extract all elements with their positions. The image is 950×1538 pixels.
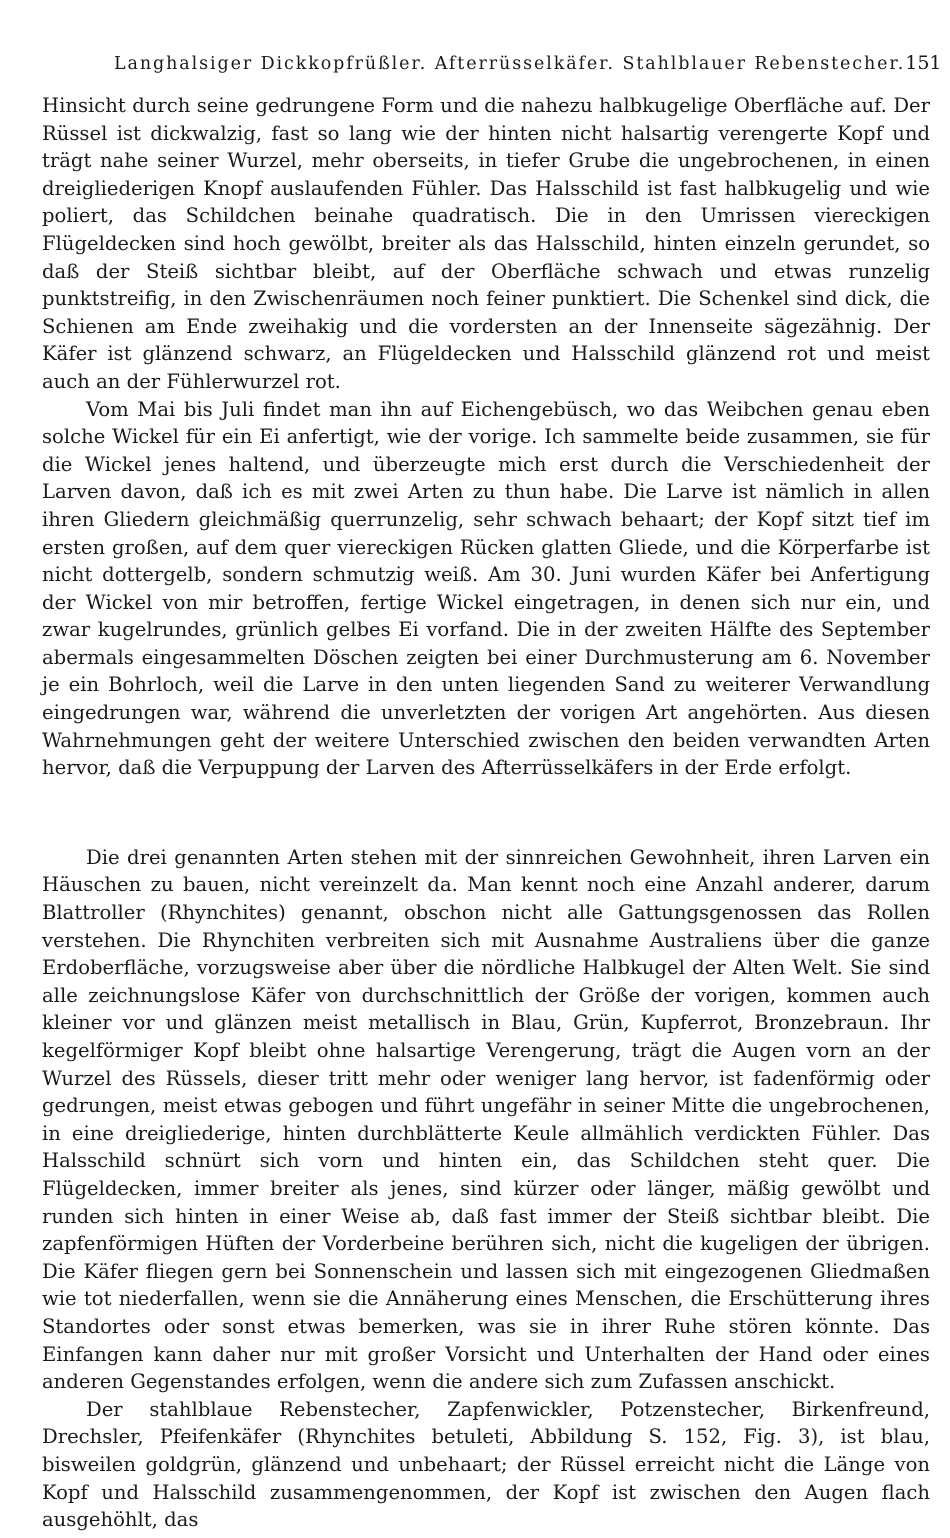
running-title: Langhalsiger Dickkopfrüßler. Afterrüsselkäfer. Stahlblauer Rebenstecher. bbox=[114, 54, 906, 74]
body-text bbox=[42, 92, 930, 1534]
paragraph: Hinsicht durch seine gedrungene Form und die nahezu halbkugelige Oberfläche auf. Der Rüssel ist dickwalzig, fast so lang wie der hinten nicht halsartig verengerte Kopf und trägt nahe seiner Wurzel, mehr oberseits, in tiefer Grube die ungebrochenen, in einen dreigliederigen Knopf auslaufenden Fühler. Das Halsschild ist fast halbkugelig und wie poliert, das Schildchen beinahe quadratisch. Die in den Umrissen viereckigen Flügeldecken sind hoch gewölbt, breiter als das Halsschild, hinten einzeln gerundet, so daß der Steiß sichtbar bleibt, auf der Oberfläche schwach und etwas runzelig punktstreifig, in den Zwischenräumen noch feiner punktiert. Die Schenkel sind dick, die Schienen am Ende zweihakig und die vordersten an der Innenseite sägezähnig. Der Käfer ist glänzend schwarz, an Flügeldecken und Halsschild glänzend rot und meist auch an der Fühlerwurzel rot. bbox=[42, 94, 930, 393]
page-header bbox=[42, 52, 942, 92]
page-number: 151 bbox=[905, 52, 942, 74]
paragraph: Der stahlblaue Rebenstecher, Zapfenwickler, Potzenstecher, Birkenfreund, Drechsler, Pfeifenkäfer (Rhynchites betuleti, Abbildung S. 152, Fig. 3), ist blau, bisweilen goldgrün, glänzend und unbehaart; der Rüssel erreicht nicht die Länge von Kopf und Halsschild zusammengenommen, der Kopf ist zwischen den Augen flach ausgehöhlt, das bbox=[42, 1397, 930, 1532]
section-break bbox=[42, 782, 930, 844]
paragraph: Die drei genannten Arten stehen mit der sinnreichen Gewohnheit, ihren Larven ein Häuschen zu bauen, nicht vereinzelt da. Man kennt noch eine Anzahl anderer, darum Blattroller (Rhynchites) genannt, obschon nicht alle Gattungsgenossen das Rollen verstehen. Die Rhynchiten verbreiten sich mit Ausnahme Australiens über die ganze Erdoberfläche, vorzugsweise aber über die nördliche Halbkugel der Alten Welt. Sie sind alle zeichnungslose Käfer von durchschnittlich der Größe der vorigen, kommen auch kleiner vor und glänzen meist metallisch in Blau, Grün, Kupferrot, Bronzebraun. Ihr kegelförmiger Kopf bleibt ohne halsartige Verengerung, trägt die Augen vorn an der Wurzel des Rüssels, dieser tritt mehr oder weniger lang hervor, ist fadenförmig oder gedrungen, meist etwas gebogen und führt ungefähr in seiner Mitte die ungebrochenen, in eine dreigliederige, hinten durchblätterte Keule allmählich verdickten Fühler. Das Halsschild schnürt sich vorn und hinten ein, das Schildchen steht quer. Die Flügeldecken, immer breiter als jenes, sind kürzer oder länger, mäßig gewölbt und runden sich hinten in einer Weise ab, daß fast immer der Steiß sichtbar bleibt. Die zapfenförmigen Hüften der Vorderbeine berühren sich, nicht die kugeligen der übrigen. Die Käfer fliegen gern bei Sonnenschein und lassen sich mit eingezogenen Gliedmaßen wie tot niederfallen, wenn sie die Annäherung eines Menschen, die Erschütterung ihres Standortes oder sonst etwas bemerken, was sie in ihrer Ruhe stören könnte. Das Einfangen kann daher nur mit großer Vorsicht und Unterhalten der Hand oder eines anderen Gegenstandes erfolgen, wenn die andere sich zum Zufassen anschickt. bbox=[42, 845, 930, 1394]
paragraph: Vom Mai bis Juli findet man ihn auf Eichengebüsch, wo das Weibchen genau eben solche Wickel für ein Ei anfertigt, wie der vorige. Ich sammelte beide zusammen, sie für die Wickel jenes haltend, und überzeugte mich erst durch die Verschiedenheit der Larven davon, daß ich es mit zwei Arten zu thun habe. Die Larve ist nämlich in allen ihren Gliedern gleichmäßig querrunzelig, sehr schwach behaart; der Kopf sitzt tief im ersten großen, auf dem quer viereckigen Rücken glatten Gliede, und die Körperfarbe ist nicht dottergelb, sondern schmutzig weiß. Am 30. Juni wurden Käfer bei Anfertigung der Wickel von mir betroffen, fertige Wickel eingetragen, in denen sich nur ein, und zwar kugelrundes, grünlich gelbes Ei vorfand. Die in der zweiten Hälfte des September abermals eingesammelten Döschen zeigten bei einer Durchmusterung am 6. November je ein Bohrloch, weil die Larve in den unten liegenden Sand zu weiterer Verwandlung eingedrungen war, während die unverletzten der vorigen Art angehörten. Aus diesen Wahrnehmungen geht der weitere Unterschied zwischen den beiden verwandten Arten hervor, daß die Verpuppung der Larven des Afterrüsselkäfers in der Erde erfolgt. bbox=[42, 397, 930, 780]
